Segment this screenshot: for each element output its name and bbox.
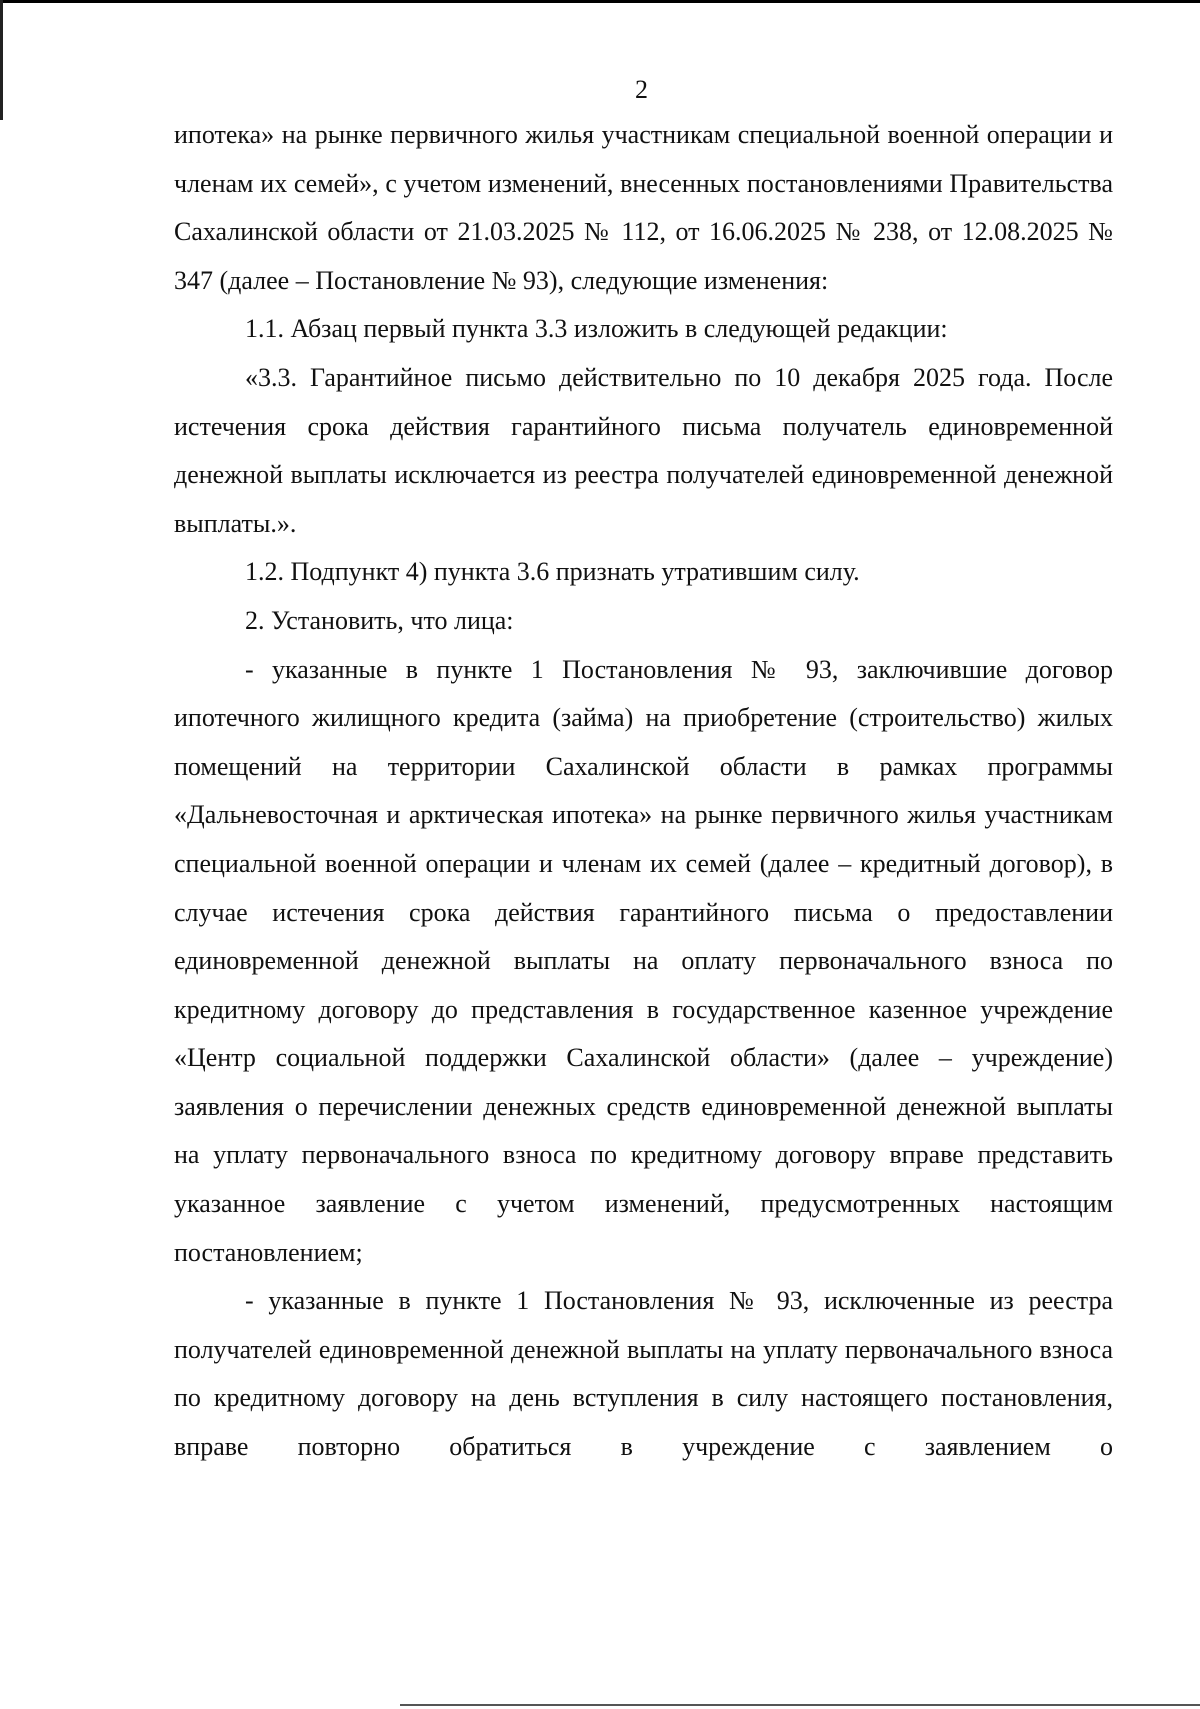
paragraph-quote-3-3: «3.3. Гарантийное письмо действительно по 10 декабря 2025 года. После истечения срока действия гарантийного письма получатель единовременной денежной выплаты исключается из реестра получателей единовременной денежной выплаты.».	[174, 362, 1113, 538]
scan-edge-top	[0, 0, 1200, 3]
scan-edge-bottom	[400, 1704, 1200, 1706]
page-number: 2	[635, 75, 648, 104]
paragraph-dash-2: - указанные в пункте 1 Постановления № 93, исключенные из реестра получателей единовременной денежной выплаты на уплату первоначального взноса по кредитному договору на день вступления в силу настоящего постановления, вправе повторно обратиться в учреждение с заявлением о	[174, 1286, 1113, 1462]
paragraph-item-2: 2. Установить, что лица:	[245, 605, 514, 635]
paragraph-dash-1: - указанные в пункте 1 Постановления № 93, заключившие договор ипотечного жилищного кредита (займа) на приобретение (строительство) жилых помещений на территории Сахалинской области в рамках программы «Дальневосточная и арктическая ипотека» на рынке первичного жилья участникам специальной военной операции и членам их семей (далее – кредитный договор), в случае истечения срока действия гарантийного письма о предоставлении единовременной денежной выплаты на оплату первоначального взноса по кредитному договору до представления в государственное казенное учреждение «Центр социальной поддержки Сахалинской области» (далее – учреждение) заявления о перечислении денежных средств единовременной денежной выплаты на уплату первоначального взноса по кредитному договору вправе представить указанное заявление с учетом изменений, предусмотренных настоящим постановлением;	[174, 654, 1113, 1267]
document-body	[174, 111, 1113, 1472]
paragraph-item-1-2: 1.2. Подпункт 4) пункта 3.6 признать утратившим силу.	[245, 557, 860, 587]
paragraph-continuation: ипотека» на рынке первичного жилья участникам специальной военной операции и членам их семей», с учетом изменений, внесенных постановлениями Правительства Сахалинской области от 21.03.2025 № 112, от 16.06.2025 № 238, от 12.08.2025 № 347 (далее – Постановление № 93), следующие изменения:	[174, 120, 1113, 295]
paragraph-item-1-1: 1.1. Абзац первый пункта 3.3 изложить в следующей редакции:	[245, 314, 948, 344]
